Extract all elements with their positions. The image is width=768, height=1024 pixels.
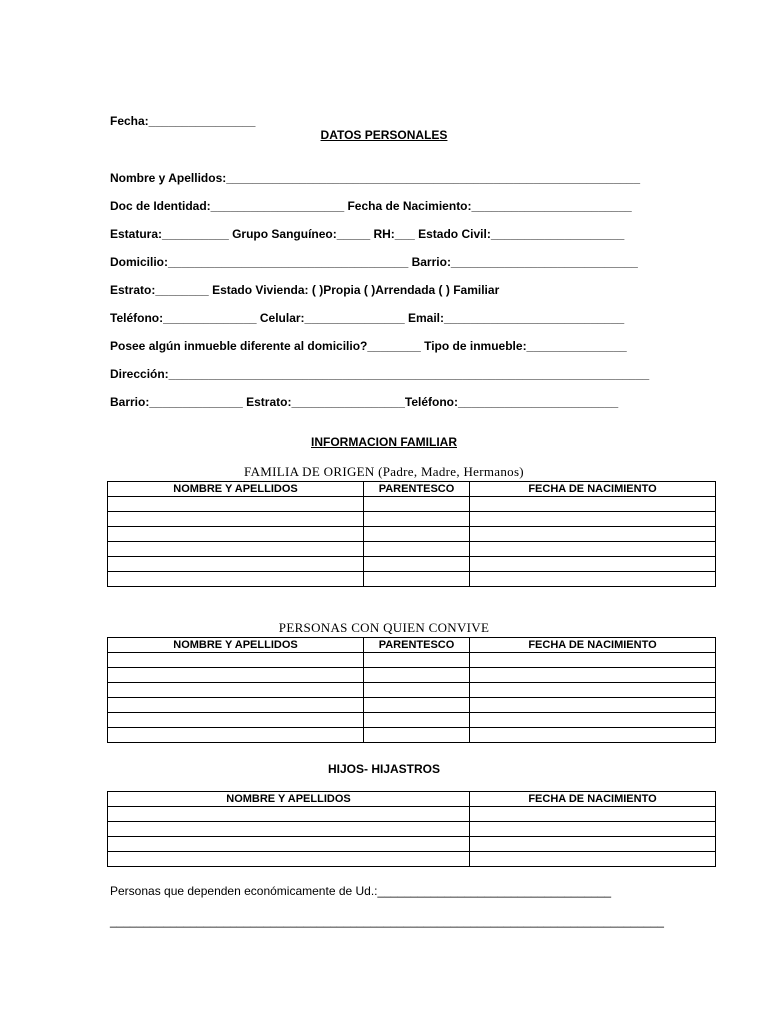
- table-row: [108, 557, 716, 572]
- fecha-field[interactable]: Fecha:________________: [110, 114, 256, 128]
- column-header: FECHA DE NACIMIENTO: [470, 482, 716, 497]
- table-row: [108, 527, 716, 542]
- inmueble-field[interactable]: Posee algún inmueble diferente al domicilio?________ Tipo de inmueble:_______________: [110, 339, 627, 353]
- familia-origen-title: FAMILIA DE ORIGEN (Padre, Madre, Hermanos): [244, 464, 524, 479]
- table-cell[interactable]: [470, 512, 716, 527]
- table-row: [108, 837, 716, 852]
- personas-convive-table: [107, 637, 716, 743]
- table-cell[interactable]: [364, 668, 470, 683]
- table-cell[interactable]: [108, 837, 470, 852]
- table-cell[interactable]: [470, 572, 716, 587]
- table-cell[interactable]: [470, 698, 716, 713]
- table-cell[interactable]: [108, 713, 364, 728]
- table-cell[interactable]: [470, 527, 716, 542]
- table-header-row: [108, 482, 716, 497]
- table-cell[interactable]: [108, 683, 364, 698]
- nombre-apellidos-field[interactable]: Nombre y Apellidos:______________________________________________________________: [110, 171, 641, 185]
- table-row: [108, 572, 716, 587]
- table-cell[interactable]: [470, 837, 716, 852]
- table-cell[interactable]: [364, 497, 470, 512]
- table-cell[interactable]: [108, 497, 364, 512]
- hijos-title: HIJOS- HIJASTROS: [327, 762, 441, 776]
- table-cell[interactable]: [470, 653, 716, 668]
- table-row: [108, 728, 716, 743]
- table-row: [108, 807, 716, 822]
- datos-personales-title: DATOS PERSONALES: [320, 128, 448, 142]
- table-row: [108, 698, 716, 713]
- table-cell[interactable]: [108, 822, 470, 837]
- table-cell[interactable]: [364, 728, 470, 743]
- table-cell[interactable]: [108, 728, 364, 743]
- barrio-estrato-telefono-field[interactable]: Barrio:______________ Estrato:_________________Teléfono:________________________: [110, 395, 619, 409]
- familia-origen-table: [107, 481, 716, 587]
- table-row: [108, 512, 716, 527]
- table-row: [108, 542, 716, 557]
- table-cell[interactable]: [470, 542, 716, 557]
- table-row: [108, 852, 716, 867]
- informacion-familiar-title: INFORMACION FAMILIAR: [311, 435, 457, 449]
- table-header-row: [108, 638, 716, 653]
- table-cell[interactable]: [470, 713, 716, 728]
- blank-line-field[interactable]: ___________________________________________________________________________________: [110, 914, 664, 928]
- table-cell[interactable]: [364, 572, 470, 587]
- table-cell[interactable]: [364, 542, 470, 557]
- table-header-row: [108, 792, 716, 807]
- dependientes-field[interactable]: Personas que dependen económicamente de Ud.:___________________________________: [110, 884, 612, 898]
- table-cell[interactable]: [108, 668, 364, 683]
- table-cell[interactable]: [364, 557, 470, 572]
- column-header: PARENTESCO: [364, 482, 470, 497]
- table-row: [108, 653, 716, 668]
- table-row: [108, 822, 716, 837]
- table-cell[interactable]: [108, 557, 364, 572]
- table-row: [108, 668, 716, 683]
- table-row: [108, 683, 716, 698]
- table-row: [108, 497, 716, 512]
- estatura-field[interactable]: Estatura:__________ Grupo Sanguíneo:_____ RH:___ Estado Civil:____________________: [110, 227, 625, 241]
- table-cell[interactable]: [108, 807, 470, 822]
- table-cell[interactable]: [470, 557, 716, 572]
- doc-identidad-field[interactable]: Doc de Identidad:____________________ Fecha de Nacimiento:________________________: [110, 199, 632, 213]
- table-cell[interactable]: [108, 542, 364, 557]
- hijos-table: [107, 791, 716, 867]
- table-cell[interactable]: [364, 713, 470, 728]
- table-row: [108, 713, 716, 728]
- column-header: FECHA DE NACIMIENTO: [470, 792, 716, 807]
- table-cell[interactable]: [108, 698, 364, 713]
- table-cell[interactable]: [470, 852, 716, 867]
- table-cell[interactable]: [108, 572, 364, 587]
- column-header: NOMBRE Y APELLIDOS: [108, 638, 364, 653]
- table-cell[interactable]: [108, 852, 470, 867]
- table-cell[interactable]: [364, 653, 470, 668]
- table-cell[interactable]: [470, 822, 716, 837]
- table-cell[interactable]: [470, 728, 716, 743]
- table-cell[interactable]: [364, 698, 470, 713]
- domicilio-field[interactable]: Domicilio:____________________________________ Barrio:____________________________: [110, 255, 638, 269]
- table-cell[interactable]: [364, 527, 470, 542]
- personas-convive-title: PERSONAS CON QUIEN CONVIVE: [278, 620, 490, 635]
- table-cell[interactable]: [364, 512, 470, 527]
- column-header: PARENTESCO: [364, 638, 470, 653]
- column-header: NOMBRE Y APELLIDOS: [108, 792, 470, 807]
- table-cell[interactable]: [470, 807, 716, 822]
- table-cell[interactable]: [470, 497, 716, 512]
- estrato-vivienda-field[interactable]: Estrato:________ Estado Vivienda: ( )Propia ( )Arrendada ( ) Familiar: [110, 283, 500, 297]
- telefono-field[interactable]: Teléfono:______________ Celular:_______________ Email:___________________________: [110, 311, 625, 325]
- column-header: NOMBRE Y APELLIDOS: [108, 482, 364, 497]
- table-cell[interactable]: [364, 683, 470, 698]
- column-header: FECHA DE NACIMIENTO: [470, 638, 716, 653]
- table-cell[interactable]: [108, 527, 364, 542]
- table-cell[interactable]: [108, 512, 364, 527]
- direccion-field[interactable]: Dirección:________________________________________________________________________: [110, 367, 650, 381]
- table-cell[interactable]: [470, 683, 716, 698]
- table-cell[interactable]: [108, 653, 364, 668]
- table-cell[interactable]: [470, 668, 716, 683]
